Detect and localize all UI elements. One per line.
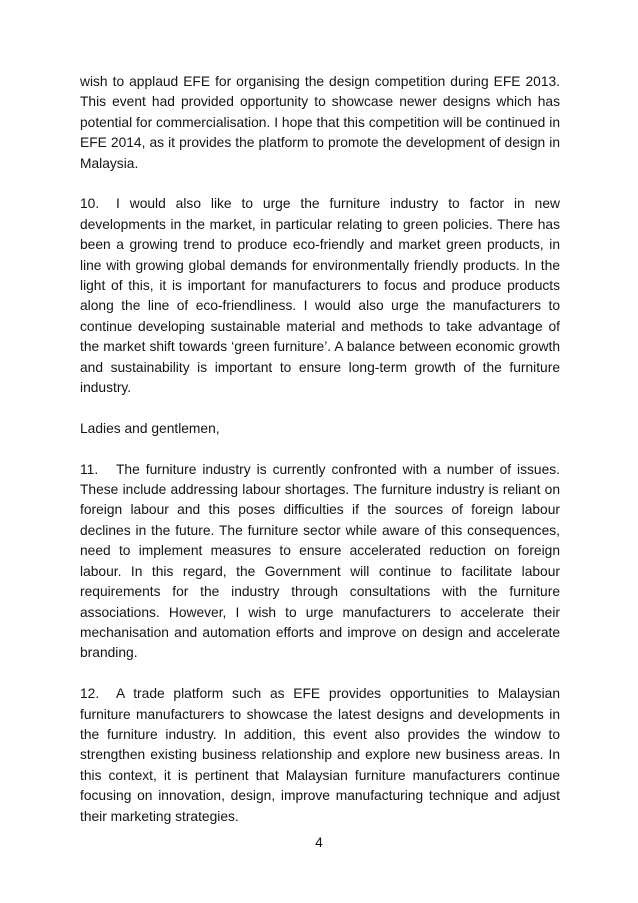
paragraph-text: A trade platform such as EFE provides opportunities to Malaysian furniture manufacturers to showcase the latest designs and developments in the furniture industry. In addition, this event also provides the window to strengthen existing business relationship and explore new business areas. In this context, it is pertinent that Malaysian furniture manufacturers continue focusing on innovation, design, improve manufacturing technique and adjust their marketing strategies. xyxy=(80,686,560,824)
paragraph-text: I would also like to urge the furniture industry to factor in new developments in the market, in particular relating to green policies. There has been a growing trend to produce eco-friendly and market green products, in line with growing global demands for environmentally friendly products. In the light of this, it is important for manufacturers to focus and produce products along the line of eco-friendliness. I would also urge the manufacturers to continue developing sustainable material and methods to take advantage of the market shift towards ‘green furniture’. A balance between economic growth and sustainability is important to ensure long-term growth of the furniture industry. xyxy=(80,196,560,396)
paragraph-10 xyxy=(80,194,560,398)
paragraph-12 xyxy=(80,684,560,827)
salutation xyxy=(80,419,560,439)
paragraph-number: 12. xyxy=(80,686,100,702)
paragraph-text: The furniture industry is currently confronted with a number of issues. These include addressing labour shortages. The furniture industry is reliant on foreign labour and this poses difficulties if the sources of foreign labour declines in the future. The furniture sector while aware of this consequences, need to implement measures to ensure accelerated reduction on foreign labour. In this regard, the Government will continue to facilitate labour requirements for the industry through consultations with the furniture associations. However, I wish to urge manufacturers to accelerate their mechanisation and automation efforts and improve on design and accelerate branding. xyxy=(80,461,560,661)
paragraph-11 xyxy=(80,460,560,664)
paragraph-continuation xyxy=(80,72,560,174)
salutation-text: Ladies and gentlemen, xyxy=(80,420,220,436)
paragraph-text: wish to applaud EFE for organising the design competition during EFE 2013. This event had provided opportunity to showcase newer designs which has potential for commercialisation. I hope that this competition will be continued in EFE 2014, as it provides the platform to promote the development of design in Malaysia. xyxy=(80,74,560,171)
paragraph-number: 11. xyxy=(80,461,99,477)
paragraph-number: 10. xyxy=(80,196,100,212)
body-text xyxy=(80,72,560,827)
page-number: 4 xyxy=(315,835,323,850)
